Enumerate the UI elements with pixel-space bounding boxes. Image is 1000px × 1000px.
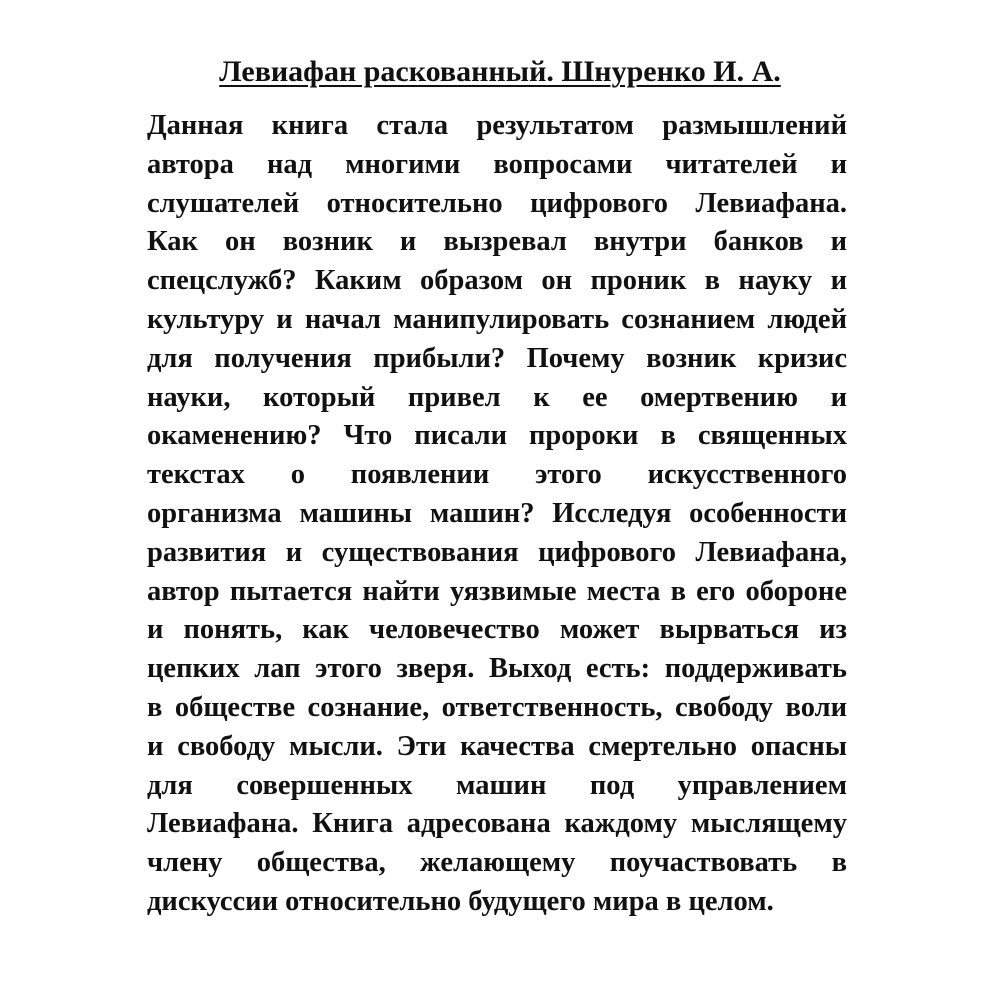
text-line: Данная книга стала результатом размышлений xyxy=(147,110,847,141)
text-line: культуру и начал манипулировать сознанием людей xyxy=(147,303,847,335)
description-body xyxy=(147,107,847,922)
text-line: цепких лап этого зверя. Выход есть: поддерживать xyxy=(147,653,847,685)
text-line: окаменению? Что писали пророки в священных xyxy=(147,420,847,452)
text-line: и понять, как человечество может вырваться из xyxy=(147,614,847,646)
text-line: в обществе сознание, ответственность, свободу воли xyxy=(147,691,847,723)
text-line: развития и существования цифрового Левиафана, xyxy=(147,536,847,568)
text-line: науки, который привел к ее омертвению и xyxy=(147,381,847,413)
text-line: для получения прибыли? Почему возник кризис xyxy=(147,342,847,374)
text-line: спецслужб? Каким образом он проник в науку и xyxy=(147,265,847,297)
text-line: автора над многими вопросами читателей и xyxy=(147,148,847,180)
text-line: слушателей относительно цифрового Левиафана. xyxy=(147,187,847,219)
text-line: текстах о появлении этого искусственного xyxy=(147,459,847,491)
text-line: Как он возник и вызревал внутри банков и xyxy=(147,226,847,258)
text-line: Левиафана. Книга адресована каждому мыслящему xyxy=(147,808,847,840)
text-line: дискуссии относительно будущего мира в целом. xyxy=(147,885,774,917)
text-line: организма машины машин? Исследуя особенности xyxy=(147,497,847,529)
document-title: Левиафан раскованный. Шнуренко И. А. xyxy=(219,55,781,88)
text-line: автор пытается найти уязвимые места в его обороне xyxy=(147,575,847,607)
text-line: и свободу мысли. Эти качества смертельно опасны xyxy=(147,730,847,762)
text-line: для совершенных машин под управлением xyxy=(147,769,847,801)
text-line: члену общества, желающему поучаствовать в xyxy=(147,847,847,879)
